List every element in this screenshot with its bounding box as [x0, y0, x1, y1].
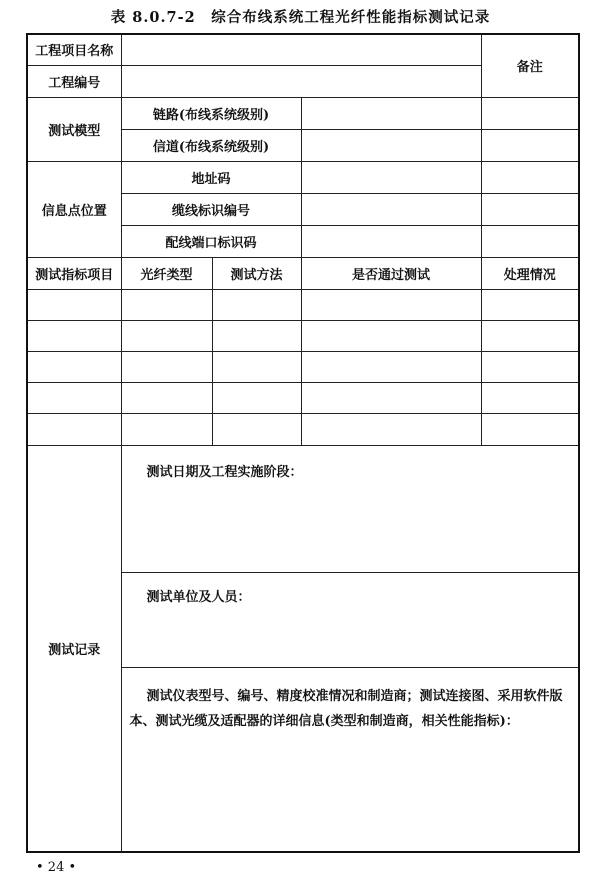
project-name-label: 工程项目名称	[27, 34, 121, 65]
channel-remark-field[interactable]	[481, 129, 579, 161]
record-date-field[interactable]	[121, 445, 579, 572]
cell[interactable]	[27, 289, 121, 320]
project-number-label: 工程编号	[27, 65, 121, 97]
port-id-remark-field[interactable]	[481, 225, 579, 257]
table-row	[27, 413, 579, 445]
cell[interactable]	[212, 320, 301, 351]
cell[interactable]	[27, 413, 121, 445]
address-code-label: 地址码	[121, 161, 301, 193]
project-name-field[interactable]	[121, 34, 481, 65]
header-handling: 处理情况	[481, 257, 579, 289]
table-row	[27, 289, 579, 320]
table-row	[27, 382, 579, 413]
header-item: 测试指标项目	[27, 257, 121, 289]
record-date-label: 测试日期及工程实施阶段：	[146, 464, 303, 480]
record-unit-field[interactable]	[121, 572, 579, 667]
cell[interactable]	[481, 289, 579, 320]
cable-id-label: 缆线标识编号	[121, 193, 301, 225]
info-point-label: 信息点位置	[27, 161, 121, 257]
header-fiber-type: 光纤类型	[121, 257, 212, 289]
address-code-remark-field[interactable]	[481, 161, 579, 193]
cell[interactable]	[481, 382, 579, 413]
cable-id-field[interactable]	[301, 193, 481, 225]
cell[interactable]	[212, 289, 301, 320]
cell[interactable]	[301, 320, 481, 351]
project-number-field[interactable]	[121, 65, 481, 97]
record-instrument-field[interactable]	[121, 667, 579, 852]
cell[interactable]	[301, 351, 481, 382]
link-remark-field[interactable]	[481, 97, 579, 129]
cell[interactable]	[481, 320, 579, 351]
table-row	[27, 351, 579, 382]
table-title: 表 8.0.7-2 综合布线系统工程光纤性能指标测试记录	[110, 9, 491, 26]
page-number: • 24 •	[36, 860, 77, 875]
header-pass: 是否通过测试	[301, 257, 481, 289]
record-unit-label: 测试单位及人员：	[146, 589, 251, 605]
port-id-field[interactable]	[301, 225, 481, 257]
link-label: 链路(布线系统级别)	[121, 97, 301, 129]
cell[interactable]	[121, 351, 212, 382]
cell[interactable]	[121, 289, 212, 320]
test-model-label: 测试模型	[27, 97, 121, 161]
cell[interactable]	[27, 320, 121, 351]
cell[interactable]	[212, 413, 301, 445]
record-instrument-label: 测试仪表型号、编号、精度校准情况和制造商；测试连接图、采用软件版本、测试光缆及适配器的详细信息(类型和制造商，相关性能指标)：	[129, 688, 563, 729]
port-id-label: 配线端口标识码	[121, 225, 301, 257]
cell[interactable]	[121, 382, 212, 413]
cell[interactable]	[121, 320, 212, 351]
channel-label: 信道(布线系统级别)	[121, 129, 301, 161]
cell[interactable]	[212, 351, 301, 382]
header-row	[27, 257, 579, 289]
test-record-label: 测试记录	[27, 445, 121, 852]
remarks-label: 备注	[481, 34, 579, 97]
channel-field[interactable]	[301, 129, 481, 161]
cell[interactable]	[27, 351, 121, 382]
header-method: 测试方法	[212, 257, 301, 289]
table-row	[27, 320, 579, 351]
cell[interactable]	[27, 382, 121, 413]
address-code-field[interactable]	[301, 161, 481, 193]
cell[interactable]	[212, 382, 301, 413]
cell[interactable]	[301, 289, 481, 320]
cell[interactable]	[481, 413, 579, 445]
cell[interactable]	[301, 413, 481, 445]
cell[interactable]	[481, 351, 579, 382]
link-field[interactable]	[301, 97, 481, 129]
cell[interactable]	[121, 413, 212, 445]
cell[interactable]	[301, 382, 481, 413]
fiber-test-record-table	[26, 33, 580, 853]
cable-id-remark-field[interactable]	[481, 193, 579, 225]
